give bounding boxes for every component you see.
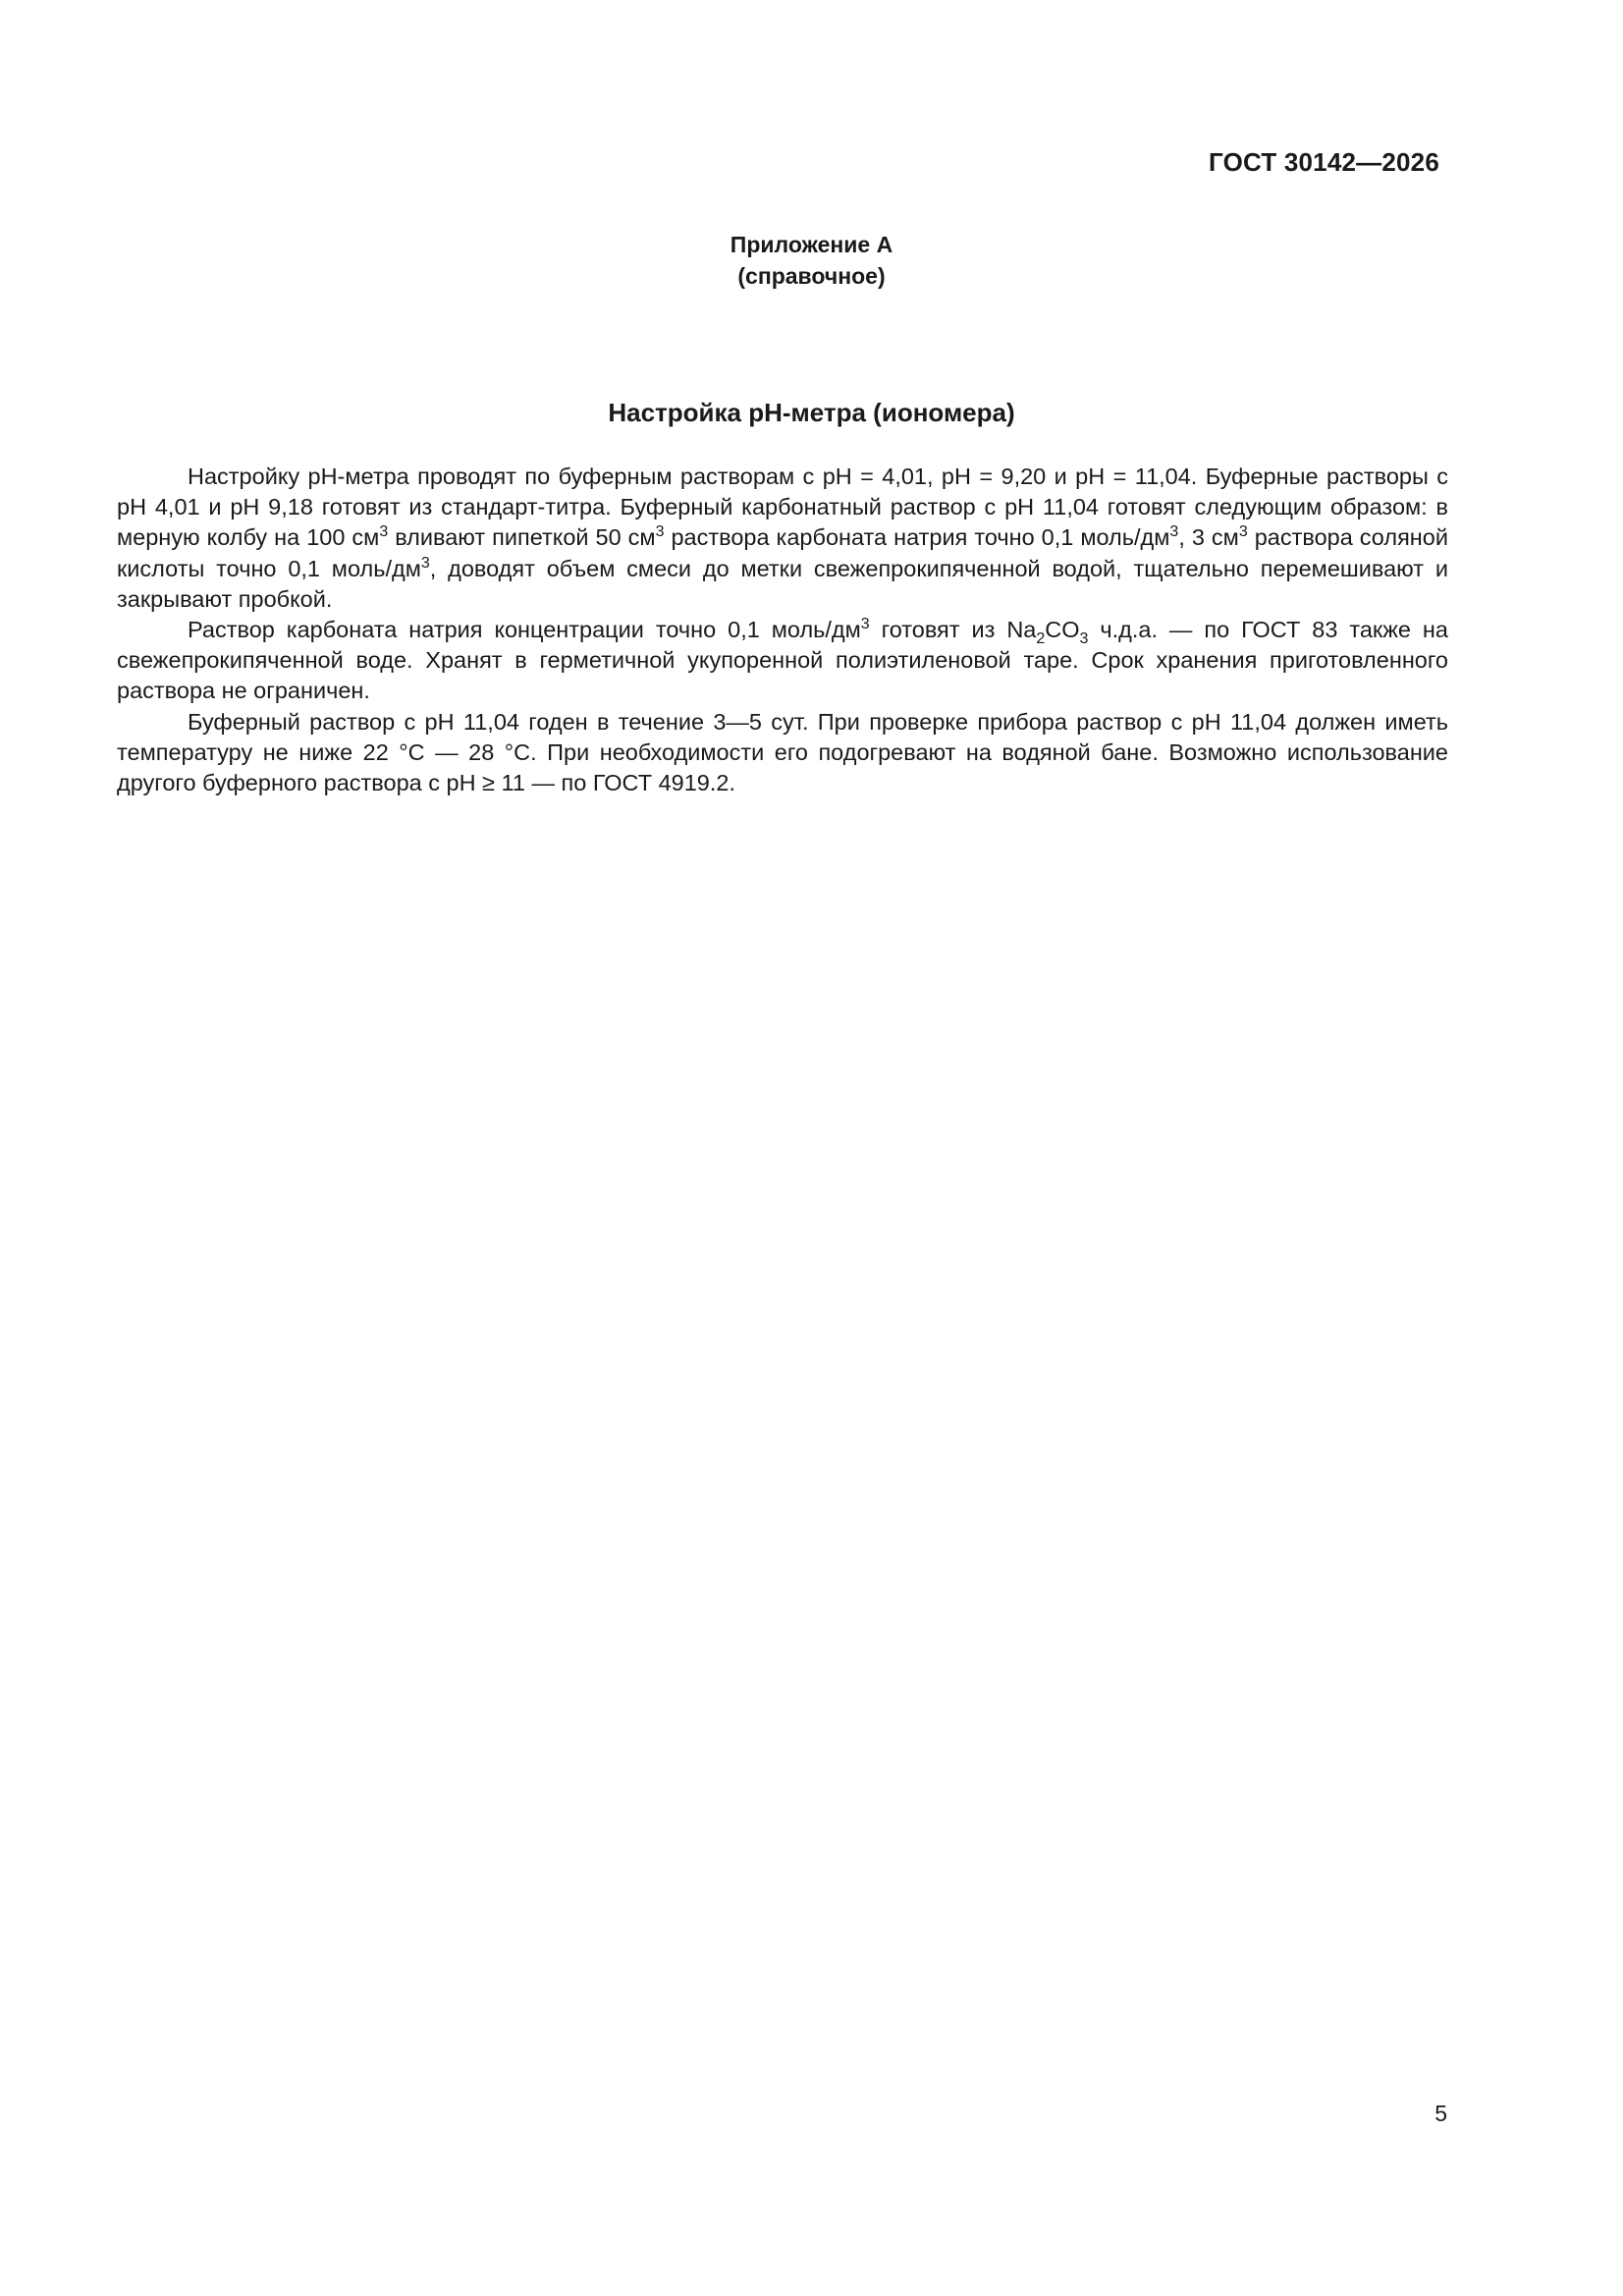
subscript: 3 bbox=[1079, 630, 1089, 648]
annex-heading bbox=[0, 229, 1623, 292]
text-run: , доводят объем смеси до метки свежепрокипяченной водой, тщательно перемешивают и закрывают пробкой. bbox=[117, 555, 1448, 612]
text-run: Настройку pH-метра проводят по буферным растворам с pH = 4,01, pH = 9,20 и pH = 11,04. Буферные растворы с pH 4,01 и pH 9,18 готовят из стандарт-титра. Буферный карбонатный раствор с pH 11,04 готовят следующим образом: в мерную колбу на 100 см bbox=[117, 464, 1448, 551]
body-text bbox=[117, 462, 1448, 798]
text-run: Раствор карбоната натрия концентрации точно 0,1 моль/дм bbox=[188, 617, 861, 643]
paragraph-2 bbox=[117, 615, 1448, 707]
superscript: 3 bbox=[1169, 523, 1179, 541]
superscript: 3 bbox=[655, 523, 665, 541]
text-run: Буферный раствор с pH 11,04 годен в течение 3—5 сут. При проверке прибора раствор с pH 11,04 должен иметь температуру не ниже 22 °C — 28 °C. При необходимости его подогревают на водяной бане. Возможно использование другого буферного раствора с pH ≥ 11 — по ГОСТ 4919.2. bbox=[117, 708, 1448, 796]
annex-title: Приложение А bbox=[730, 232, 893, 257]
text-run: вливают пипеткой 50 см bbox=[388, 524, 656, 551]
standard-number: ГОСТ 30142—2026 bbox=[1209, 147, 1439, 177]
text-run: CO bbox=[1045, 617, 1080, 643]
page-number: 5 bbox=[1434, 2101, 1447, 2126]
superscript: 3 bbox=[420, 554, 430, 572]
text-run: раствора соляной кислоты точно 0,1 моль/дм bbox=[117, 524, 1448, 581]
superscript: 3 bbox=[860, 616, 870, 633]
subscript: 2 bbox=[1036, 630, 1046, 648]
annex-kind: (справочное) bbox=[737, 263, 886, 289]
superscript: 3 bbox=[379, 523, 389, 541]
text-run: ч.д.а. — по ГОСТ 83 также на свежепрокипяченной воде. Хранят в герметичной укупоренной полиэтиленовой таре. Срок хранения приготовленного раствора не ограничен. bbox=[117, 617, 1448, 704]
text-run: , 3 см bbox=[1178, 524, 1239, 551]
paragraph-1 bbox=[117, 462, 1448, 615]
paragraph-3 bbox=[117, 707, 1448, 799]
text-run: раствора карбоната натрия точно 0,1 моль/дм bbox=[664, 524, 1170, 551]
superscript: 3 bbox=[1238, 523, 1248, 541]
section-title: Настройка pH-метра (иономера) bbox=[608, 398, 1015, 427]
text-run: готовят из Na bbox=[869, 617, 1037, 643]
